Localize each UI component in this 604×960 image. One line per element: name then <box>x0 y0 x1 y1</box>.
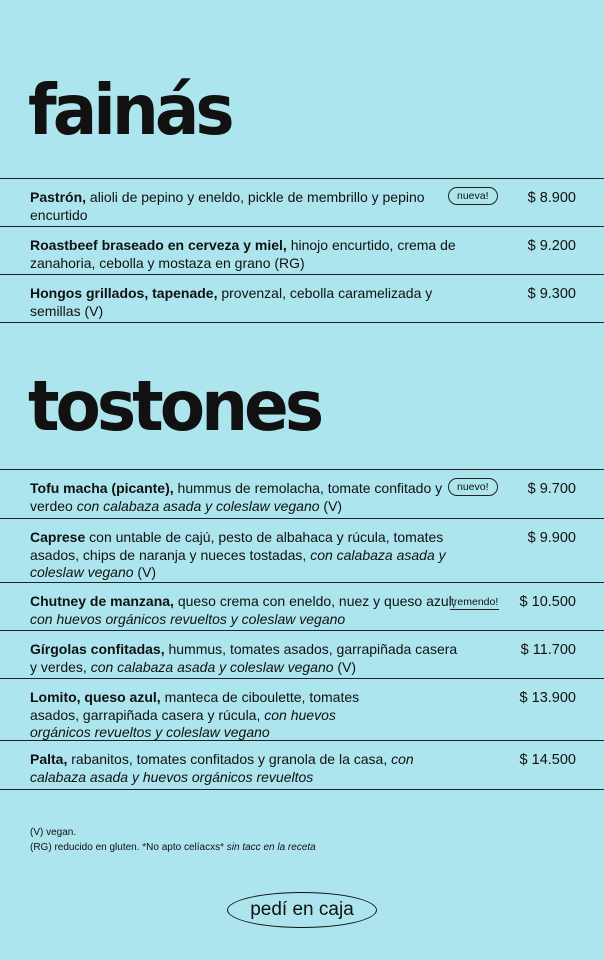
item-description <box>30 641 460 676</box>
item-name: Chutney de manzana, <box>30 593 174 609</box>
item-description <box>30 751 460 786</box>
item-price: $ 11.700 <box>520 642 576 658</box>
list-item <box>0 179 604 227</box>
item-name: Roastbeef braseado en cerveza y miel, <box>30 237 287 253</box>
item-desc: hummus de remolacha, tomate confitado y verdeo <box>30 480 443 514</box>
item-price: $ 9.300 <box>527 286 576 302</box>
list-item <box>0 470 604 519</box>
item-price: $ 9.700 <box>527 481 576 497</box>
item-desc: provenzal, cebolla caramelizada y semillas (V) <box>30 285 433 319</box>
list-item <box>0 275 604 323</box>
item-desc-italic: con calabaza asada y huevos orgánicos revueltos <box>30 751 414 785</box>
item-name: Lomito, queso azul, <box>30 689 161 705</box>
new-badge: nueva! <box>448 187 498 205</box>
item-desc-after: (V) <box>137 564 157 580</box>
new-badge: nuevo! <box>448 478 498 496</box>
fainas-list <box>0 178 604 323</box>
item-description <box>30 237 475 272</box>
item-price: $ 13.900 <box>519 690 576 706</box>
item-name: Pastrón, <box>30 189 87 205</box>
item-price: $ 14.500 <box>519 752 576 768</box>
list-item <box>0 631 604 679</box>
item-description <box>30 529 460 582</box>
item-desc-italic: con calabaza asada y coleslaw vegano <box>76 497 320 514</box>
list-item <box>0 679 604 741</box>
item-description <box>30 480 460 515</box>
list-item <box>0 583 604 631</box>
tostones-list <box>0 469 604 790</box>
section-title-fainas: fainás <box>28 70 231 151</box>
item-desc: hinojo encurtido, crema de zanahoria, cebolla y mostaza en grano (RG) <box>30 237 456 271</box>
section-title-tostones: tostones <box>28 366 321 447</box>
item-desc: rabanitos, tomates confitados y granola de la casa, <box>71 751 388 767</box>
footnote-rg-text: (RG) reducido en gluten. *No apto celíacxs* <box>30 842 224 853</box>
item-description <box>30 689 390 742</box>
item-price: $ 10.500 <box>519 594 576 610</box>
item-desc: queso crema con eneldo, nuez y queso azul, <box>177 593 456 609</box>
item-desc: hummus, tomates asados, garrapiñada casera y verdes, <box>30 641 458 675</box>
footnote-rg-italic: sin tacc en la receta <box>226 842 316 853</box>
footnote-vegan: (V) vegan. <box>30 827 77 838</box>
item-price: $ 8.900 <box>527 190 576 206</box>
item-desc-after: (V) <box>323 497 343 514</box>
item-desc: alioli de pepino y eneldo, pickle de membrillo y pepino encurtido <box>30 189 425 223</box>
item-name: Palta, <box>30 751 68 767</box>
tremendo-badge: tremendo! <box>451 596 499 608</box>
item-price: $ 9.200 <box>527 238 576 254</box>
item-price: $ 9.900 <box>527 530 576 546</box>
item-description <box>30 593 460 628</box>
item-desc-after: (V) <box>337 658 357 675</box>
item-name: Gírgolas confitadas, <box>30 641 165 657</box>
list-item <box>0 519 604 583</box>
item-desc: manteca de ciboulette, tomates asados, garrapiñada casera y rúcula, <box>30 689 360 723</box>
list-item <box>0 741 604 790</box>
list-item <box>0 227 604 275</box>
item-desc: con untable de cajú, pesto de albahaca y rúcula, tomates asados, chips de naranja y nueces tostadas, <box>30 529 444 563</box>
item-desc-italic: con huevos orgánicos revueltos y coleslaw vegano <box>30 706 336 740</box>
item-name: Tofu macha (picante), <box>30 480 174 496</box>
item-name: Caprese <box>30 529 86 545</box>
order-at-register-stamp: pedí en caja <box>227 892 377 928</box>
item-name: Hongos grillados, tapenade, <box>30 285 218 301</box>
item-desc-italic: con huevos orgánicos revueltos y coleslaw vegano <box>30 610 346 627</box>
item-desc-italic: con calabaza asada y coleslaw vegano <box>90 658 334 675</box>
item-desc-italic: con calabaza asada y coleslaw vegano <box>30 546 446 580</box>
item-description <box>30 285 460 320</box>
item-description <box>30 189 460 224</box>
footnote-rg <box>30 840 316 855</box>
